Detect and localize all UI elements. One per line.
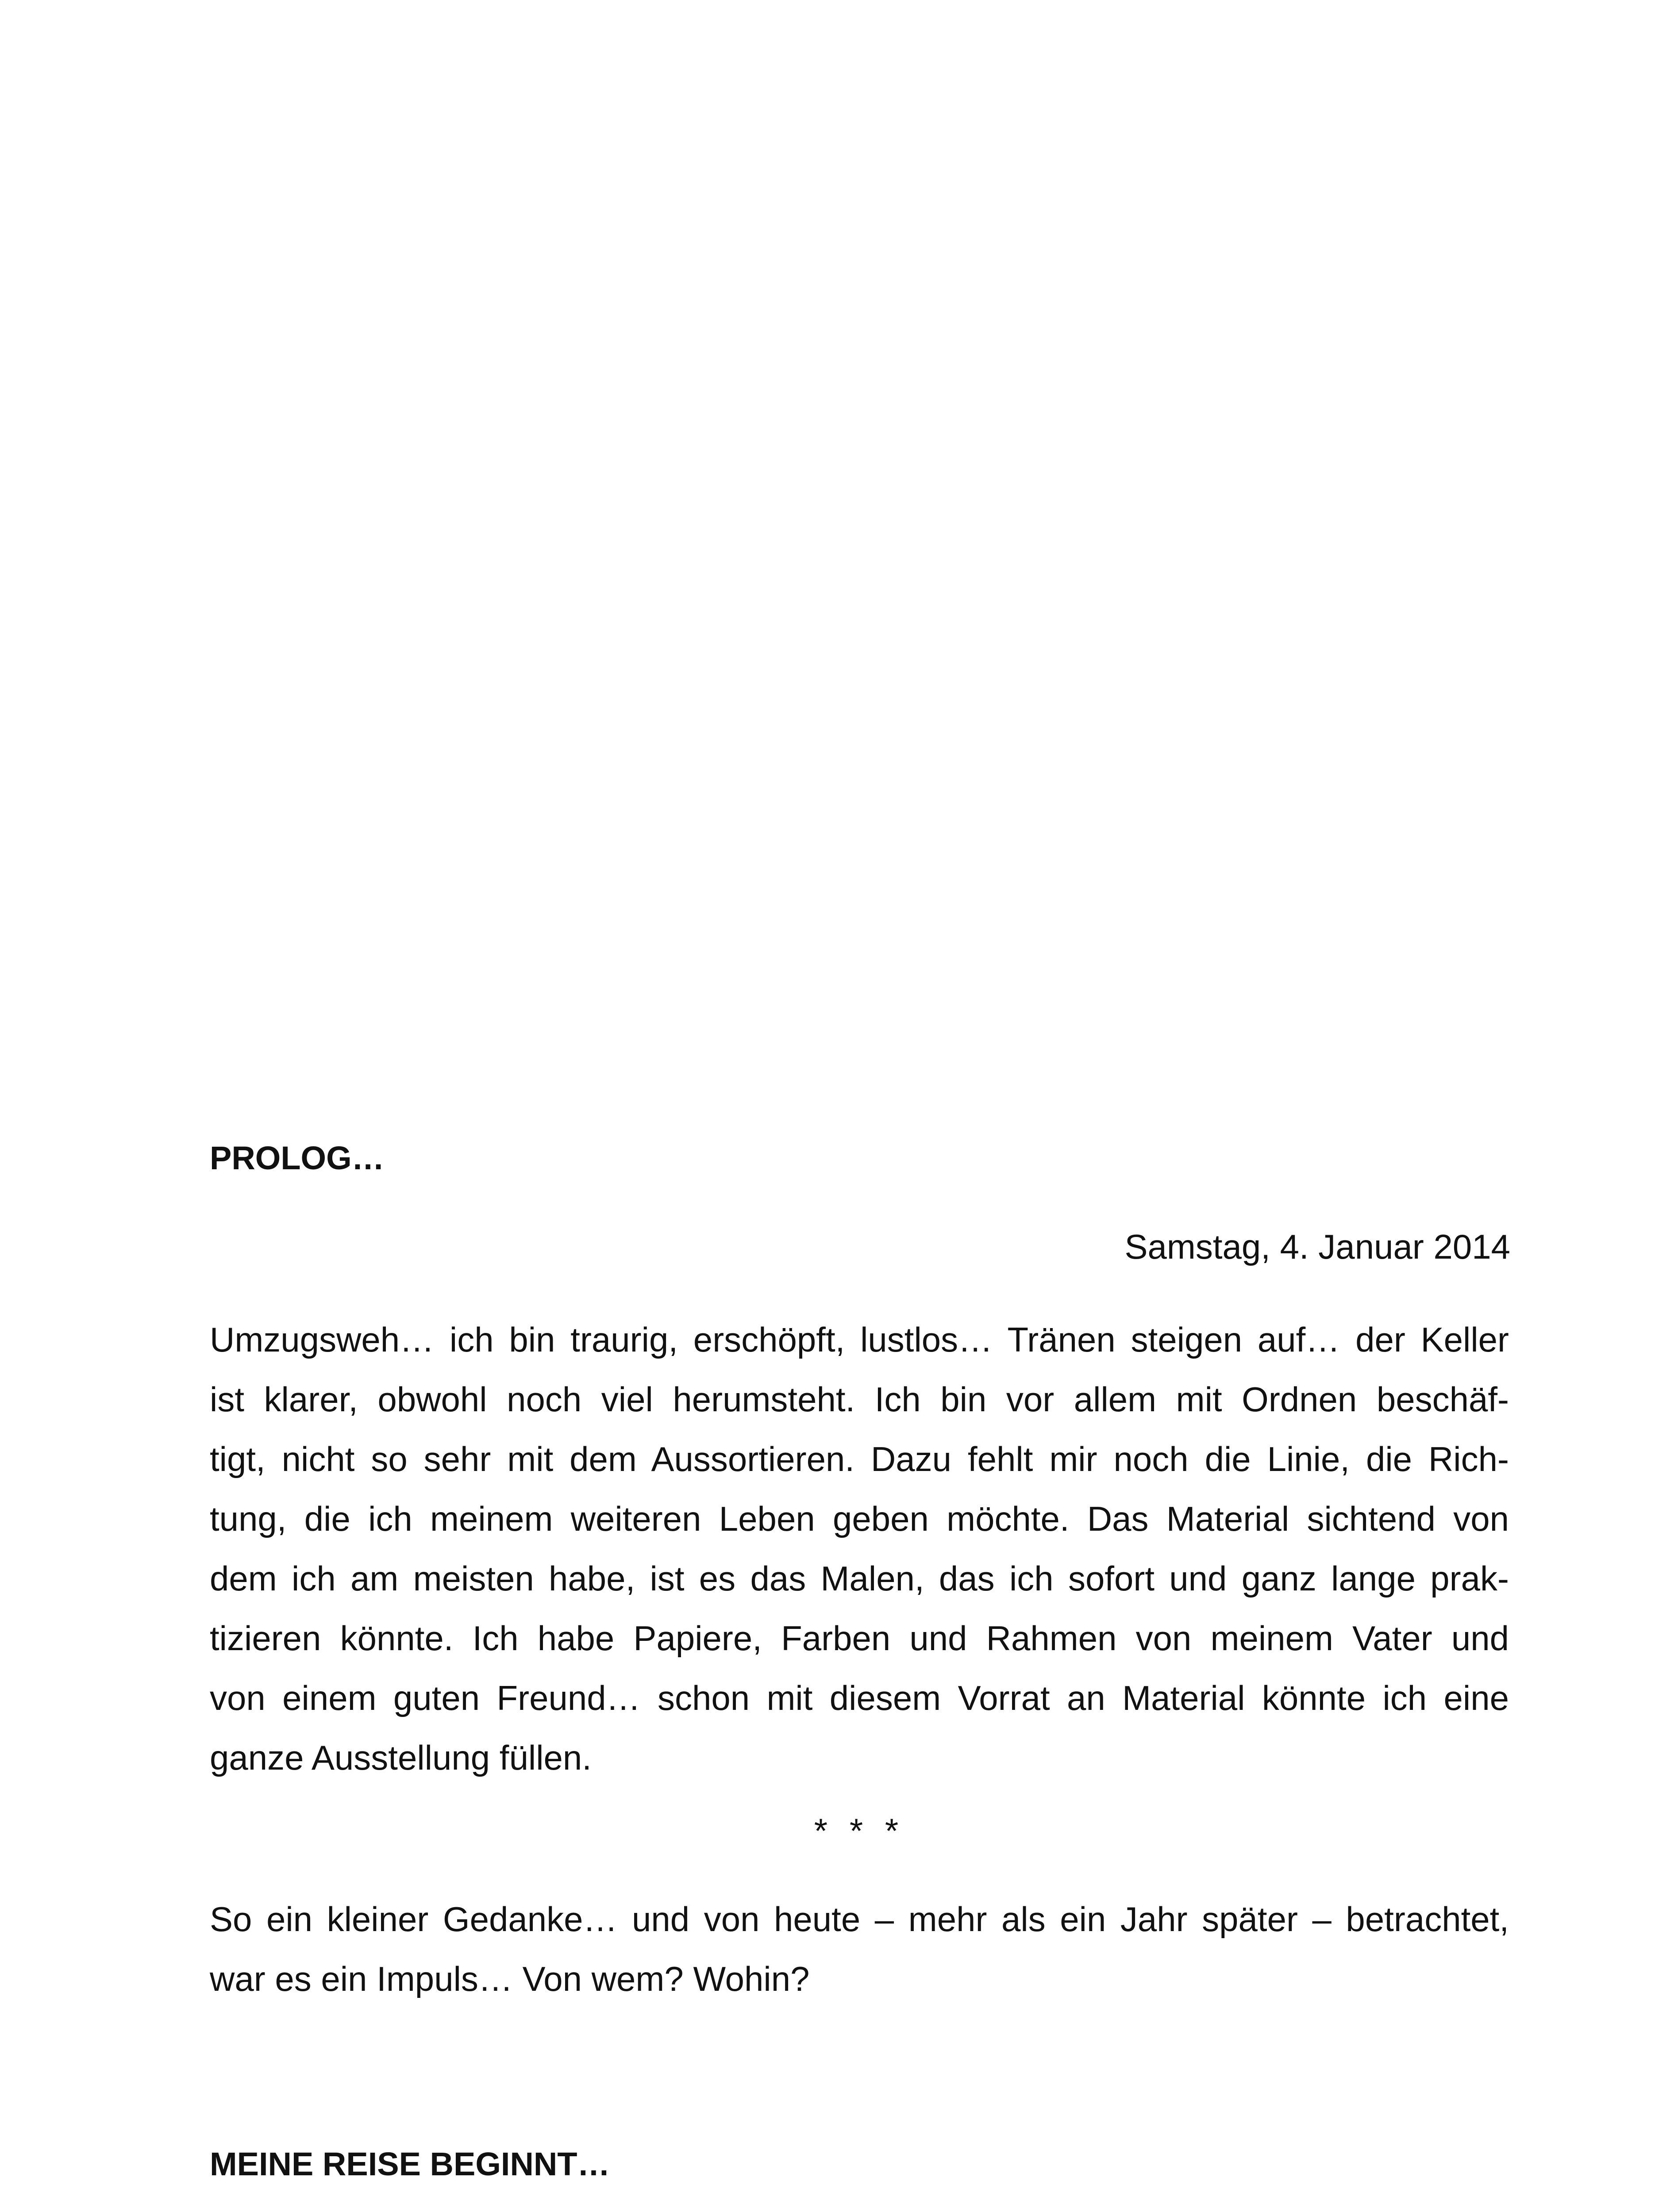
paragraph-line: war es ein Impuls… Von wem? Wohin? (210, 1959, 810, 1998)
paragraph-line: ist klarer, obwohl noch viel herumsteht. Ich bin vor allem mit Ordnen beschäf- (210, 1380, 1509, 1419)
paragraph-line: tigt, nicht so sehr mit dem Aussortieren. Dazu fehlt mir noch die Linie, die Rich- (210, 1440, 1509, 1479)
paragraph-line: Umzugsweh… ich bin traurig, erschöpft, lustlos… Tränen steigen auf… der Keller (210, 1320, 1509, 1359)
chapter-heading-reise: MEINE REISE BEGINNT… (210, 2146, 610, 2182)
paragraph-line: So ein kleiner Gedanke… und von heute – mehr als ein Jahr später – betrachtet, (210, 1900, 1509, 1939)
paragraph-line: von einem guten Freund… schon mit diesem Vorrat an Material könnte ich eine (210, 1678, 1509, 1717)
paragraph-line: tung, die ich meinem weiteren Leben geben möchte. Das Material sichtend von (210, 1499, 1509, 1538)
section-separator: * * * (814, 1811, 905, 1850)
paragraph-line: tizieren könnte. Ich habe Papiere, Farben und Rahmen von meinem Vater und (210, 1619, 1509, 1658)
diary-date: Samstag, 4. Januar 2014 (1124, 1227, 1510, 1266)
chapter-heading-prolog: PROLOG… (210, 1140, 385, 1176)
paragraph-line: ganze Ausstellung füllen. (210, 1738, 592, 1777)
paragraph-line: dem ich am meisten habe, ist es das Malen, das ich sofort und ganz lange prak- (210, 1559, 1509, 1598)
